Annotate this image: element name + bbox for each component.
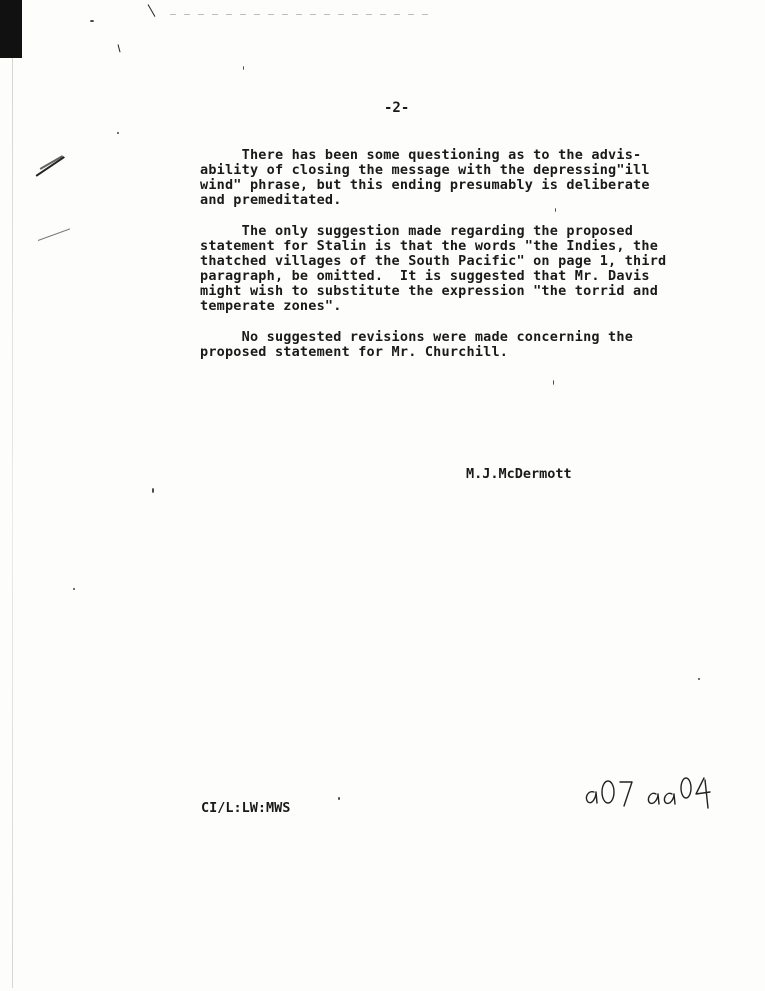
margin-pen-mark <box>118 44 121 52</box>
scan-speck <box>553 380 554 385</box>
scan-corner-mark <box>0 0 22 58</box>
scan-speck <box>90 20 94 22</box>
margin-pen-mark <box>148 4 156 17</box>
scan-speck <box>555 208 556 212</box>
scan-speck <box>152 488 154 493</box>
margin-pen-mark <box>40 155 63 169</box>
scan-speck <box>698 678 700 680</box>
paragraph-churchill-statement: No suggested revisions were made concerning the proposed statement for Mr. Churchill. <box>200 329 634 360</box>
signature: M.J.McDermott <box>466 466 572 482</box>
scan-speck <box>243 66 244 70</box>
scan-edge-line <box>12 58 13 988</box>
margin-pen-mark <box>36 156 65 176</box>
handwritten-annotation <box>580 770 720 820</box>
page-number: -2- <box>384 100 410 116</box>
paragraph-stalin-statement: The only suggestion made regarding the proposed statement for Stalin is that the words "the Indies, the thatched villages of the South Pacific" on page 1, third paragraph, be omitted. It is suggested that Mr. Davis might wish to substitute the expression "the torrid and temperate zones". <box>200 223 667 314</box>
paragraph-ill-wind: There has been some questioning as to the advis- ability of closing the message with the depressing"ill wind" phrase, but this ending presumably is deliberate and premeditated. <box>200 147 650 208</box>
scan-speck <box>73 588 75 590</box>
reference-initials: CI/L:LW:MWS <box>201 800 291 816</box>
scan-speck <box>117 132 119 134</box>
margin-pen-mark <box>38 228 70 241</box>
scan-speck <box>338 797 340 800</box>
scan-top-mark <box>170 14 430 15</box>
